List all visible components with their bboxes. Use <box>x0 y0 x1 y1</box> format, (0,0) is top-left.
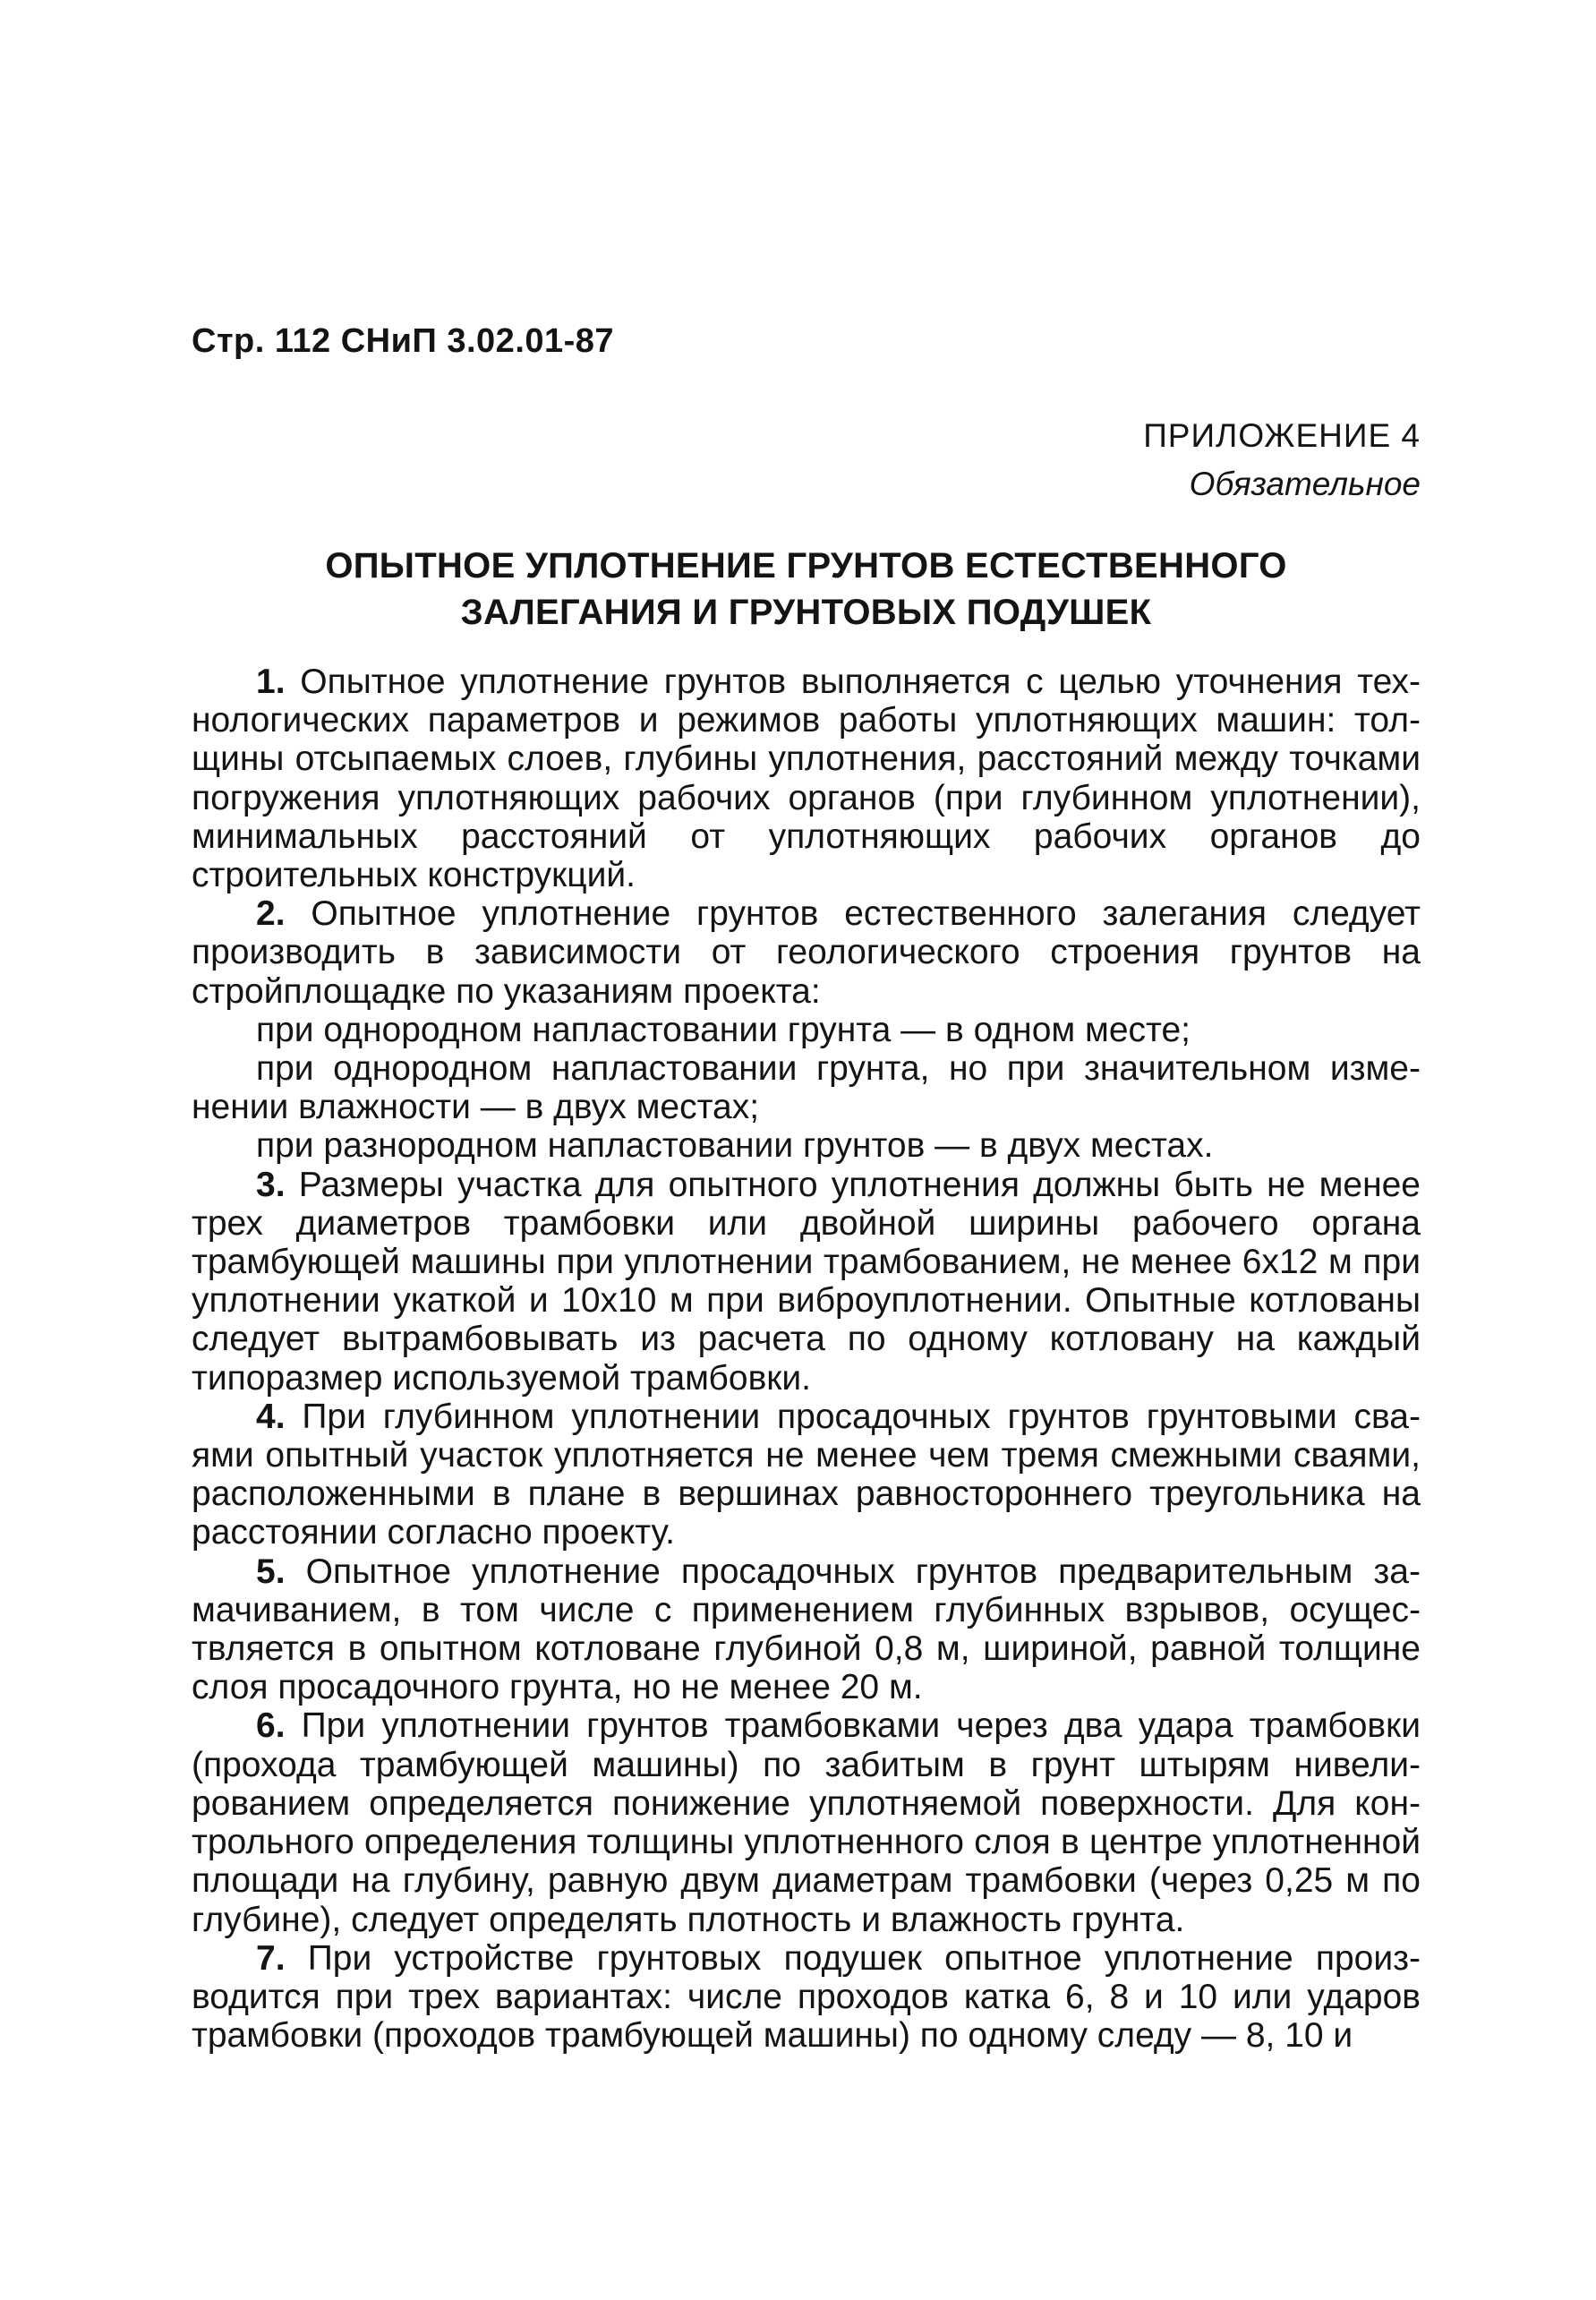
list-item-text: при однородном напластовании грунта, но при значительном изменении влажности — в двух местах; <box>192 1049 1421 1127</box>
appendix-label: ПРИЛОЖЕНИЕ 4 <box>1143 417 1421 454</box>
body-text <box>192 663 1421 2055</box>
paragraph-7 <box>192 1939 1421 2056</box>
paragraph-text: При устройстве грунтовых подушек опытное уплотнение производится при трех вариантах: числе проходов катка 6, 8 и 10 или ударов трамбовки (проходов трамбующей машины) по одному следу — 8, 10 и <box>192 1938 1421 2056</box>
appendix-block <box>1143 412 1421 509</box>
page-header: Стр. 112 СНиП 3.02.01-87 <box>192 322 615 360</box>
paragraph-1 <box>192 663 1421 894</box>
paragraph-text: Размеры участка для опытного уплотнения должны быть не менее трех диаметров трамбовки или двойной ширины рабочего органа трамбующей машины при уплотнении трамбованием, не менее 6х12 м при уплотнении укаткой и 10х10 м при виброуплотнении. Опытные котлованы следует вытрамбовывать из расчета по одному котловану на каждый типоразмер используемой трамбовки. <box>192 1165 1421 1398</box>
paragraph-number: 3. <box>256 1165 286 1204</box>
list-item-text: при разнородном напластовании грунтов — в двух местах. <box>256 1126 1214 1166</box>
paragraph-text: Опытное уплотнение просадочных грунтов предварительным замачиванием, в том числе с применением глубинных взрывов, осуществляется в опытном котловане глубиной 0,8 м, шириной, равной толщине слоя просадочного грунта, но не менее 20 м. <box>192 1552 1421 1707</box>
paragraph-number: 6. <box>256 1706 286 1746</box>
paragraph-4 <box>192 1398 1421 1552</box>
paragraph-number: 2. <box>256 894 286 934</box>
paragraph-text: При глубинном уплотнении просадочных грунтов грунтовыми сваями опытный участок уплотняется не менее чем тремя смежными сваями, расположенными в плане в вершинах равностороннего треугольника на расстоянии согласно проекту. <box>192 1397 1421 1552</box>
paragraph-text: Опытное уплотнение грунтов естественного залегания следует производить в зависимости от геологического строения грунтов на стройплощадке по указаниям проекта: <box>192 894 1421 1011</box>
document-title-line-2: ЗАЛЕГАНИЯ И ГРУНТОВЫХ ПОДУШЕК <box>460 593 1152 632</box>
list-item-text: при однородном напластовании грунта — в одном месте; <box>256 1010 1191 1049</box>
paragraph-text: При уплотнении грунтов трамбовками через два удара трамбовки (прохода трамбующей машины) по забитым в грунт штырям нивелированием определяется понижение уплотняемой поверхности. Для контрольного определения толщины уплотненного слоя в центре уплотненной площади на глубину, равную двум диаметрам трамбовки (через 0,25 м по глубине), следует определять плотность и влажность грунта. <box>192 1706 1421 1939</box>
document-title-line-1: ОПЫТНОЕ УПЛОТНЕНИЕ ГРУНТОВ ЕСТЕСТВЕННОГО <box>325 546 1287 586</box>
list-item <box>192 1011 1421 1049</box>
paragraph-number: 5. <box>256 1552 286 1591</box>
paragraph-6 <box>192 1706 1421 1938</box>
appendix-status: Обязательное <box>1189 466 1421 502</box>
list-item <box>192 1126 1421 1165</box>
paragraph-2 <box>192 894 1421 1011</box>
document-title <box>192 543 1421 636</box>
paragraph-5 <box>192 1552 1421 1707</box>
paragraph-number: 7. <box>256 1938 286 1978</box>
list-item <box>192 1049 1421 1126</box>
paragraph-3 <box>192 1166 1421 1398</box>
paragraph-number: 1. <box>256 663 286 701</box>
paragraph-text: Опытное уплотнение грунтов выполняется с целью уточнения технологических параметров и режимов работы уплотняющих машин: толщины отсыпаемых слоев, глубины уплотнения, расстояний между точками погружения уплотняющих рабочих органов (при глубинном уплотнении), минимальных расстояний от уплотняющих рабочих органов до строительных конструкций. <box>192 663 1421 895</box>
paragraph-number: 4. <box>256 1397 286 1436</box>
